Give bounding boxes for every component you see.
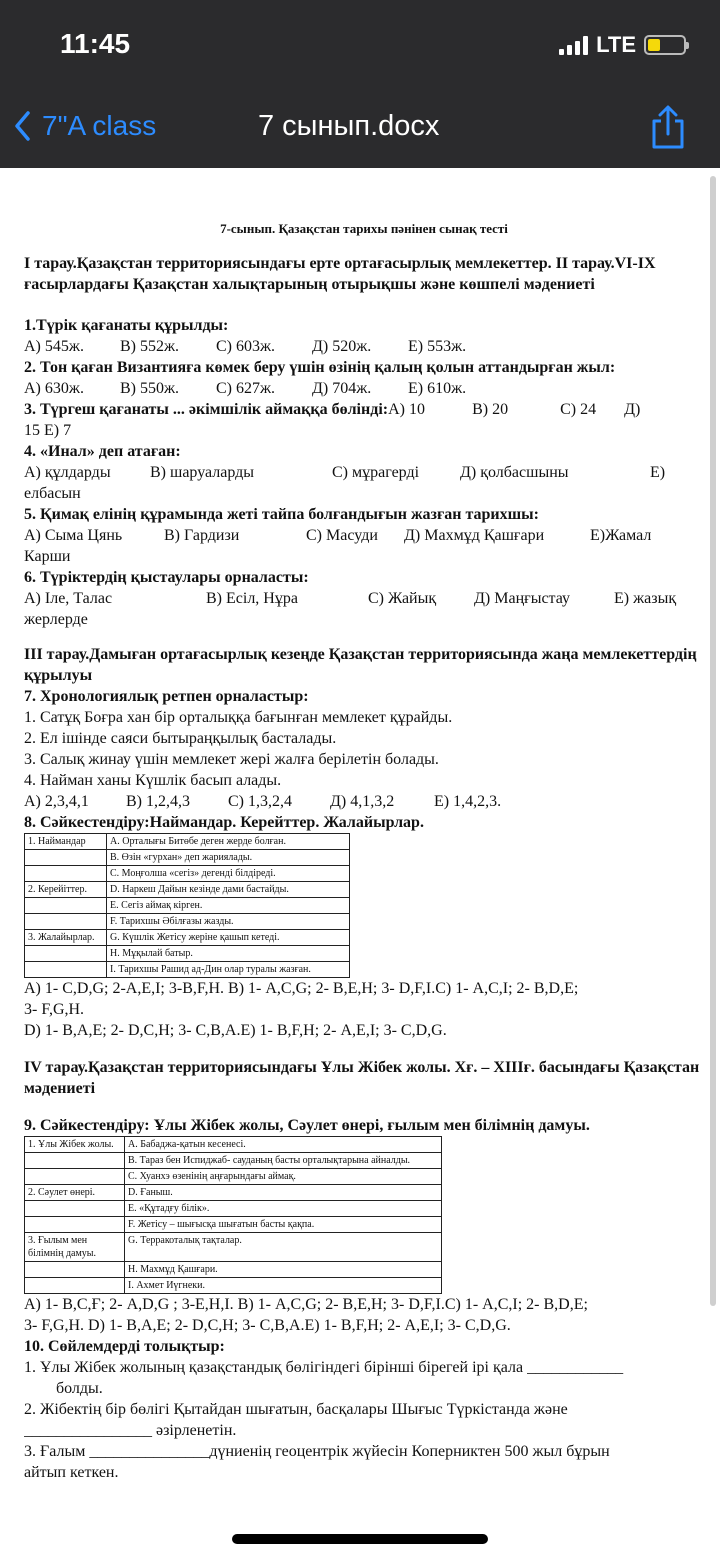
answer: В) 550ж. bbox=[120, 380, 180, 397]
table-cell: 3. Ғылым мен білімнің дамуы. bbox=[25, 1233, 125, 1262]
question-3 bbox=[24, 399, 704, 420]
question-4-cont: елбасын bbox=[24, 485, 81, 502]
table-cell: Н. Мұқылай батыр. bbox=[107, 946, 350, 962]
answer: А) Іле, Талас bbox=[24, 590, 113, 607]
table-cell: G. Күшлік Жетісу жеріне қашып кетеді. bbox=[107, 930, 350, 946]
table-cell: F. Жетісу – шығысқа шығатын басты қақпа. bbox=[125, 1217, 442, 1233]
answer: Е) 553ж. bbox=[408, 338, 467, 355]
answer: С) Жайық bbox=[368, 590, 437, 607]
answer: В) 20 bbox=[472, 401, 509, 418]
answer: Е) 610ж. bbox=[408, 380, 467, 397]
answer: Е) жазық bbox=[614, 590, 677, 607]
table-cell bbox=[25, 1262, 125, 1278]
question-1-answers bbox=[24, 336, 704, 357]
table-cell bbox=[25, 898, 107, 914]
section-3-title: III тарау.Дамыған ортағасырлық кезеңде Қазақстан территориясында жаңа мемлекеттердің құрылуы bbox=[24, 646, 697, 684]
answer: В) Гардизи bbox=[164, 527, 240, 544]
document-title: 7 сынып.docx bbox=[258, 110, 440, 142]
answer: Д) bbox=[624, 401, 641, 418]
table-cell bbox=[25, 946, 107, 962]
question-9-answers-cont: 3- F,G,Н. D) 1- В,А,Е; 2- D,С,Н; 3- С,В,А.Е) 1- В,F,Н; 2- А,Е,I; 3- С,D,G. bbox=[24, 1317, 511, 1334]
share-button[interactable] bbox=[648, 104, 688, 155]
table-cell: G. Терракоталық тақталар. bbox=[125, 1233, 442, 1262]
question-7-item: 2. Ел ішінде саяси бытыраңқылық басталады. bbox=[24, 730, 337, 747]
table-cell bbox=[25, 1153, 125, 1169]
table-cell bbox=[25, 1278, 125, 1294]
table-cell: А. Орталығы Битөбе деген жерде болған. bbox=[107, 834, 350, 850]
table-cell: 2. Керейіттер. bbox=[25, 882, 107, 898]
table-cell bbox=[25, 1217, 125, 1233]
table-cell: I. Тарихшы Рашид ад-Дин олар туралы жазған. bbox=[107, 962, 350, 978]
answer: В) шаруаларды bbox=[150, 464, 255, 481]
question-7-item: 1. Сатұқ Боғра хан бір орталыққа бағынған мемлекет құрайды. bbox=[24, 709, 453, 726]
question-8: 8. Сәйкестендіру:Наймандар. Керейттер. Жалайырлар. bbox=[24, 814, 424, 831]
scrollbar[interactable] bbox=[710, 176, 716, 1306]
answer: С) мұрагерді bbox=[332, 464, 420, 481]
table-cell: 3. Жалайырлар. bbox=[25, 930, 107, 946]
question-1: 1.Түрік қағанаты құрылды: bbox=[24, 317, 229, 334]
table-cell: D. Ғаныш. bbox=[125, 1185, 442, 1201]
answer: Д) қолбасшыны bbox=[460, 464, 569, 481]
question-7-answers bbox=[24, 791, 704, 812]
question-6-cont: жерлерде bbox=[24, 611, 88, 628]
status-indicators bbox=[559, 32, 686, 58]
answer: Е) bbox=[650, 464, 666, 481]
question-10: 10. Сөйлемдерді толықтыр: bbox=[24, 1338, 225, 1355]
table-cell bbox=[25, 1169, 125, 1185]
question-5: 5. Қимақ елінің құрамында жеті тайпа болғандығын жазған тарихшы: bbox=[24, 506, 539, 523]
answer: А) 630ж. bbox=[24, 380, 84, 397]
answer: Д) 704ж. bbox=[312, 380, 372, 397]
share-icon bbox=[648, 104, 688, 150]
back-label: 7"A class bbox=[42, 110, 157, 141]
answer: Д) Махмұд Қашғари bbox=[404, 527, 545, 544]
answer: Д) Маңғыстау bbox=[474, 590, 571, 607]
table-cell: В. Тараз бен Испиджаб- сауданың басты орталықтарына айналды. bbox=[125, 1153, 442, 1169]
table-cell: А. Бабаджа-қатын кесенесі. bbox=[125, 1137, 442, 1153]
question-5-cont: Карши bbox=[24, 548, 71, 565]
question-8-answers-cont: 3- F,G,Н. bbox=[24, 1001, 85, 1018]
table-cell: Н. Махмұд Қашғари. bbox=[125, 1262, 442, 1278]
table-cell: 1. Наймандар bbox=[25, 834, 107, 850]
table-cell: Е. «Құтадғу білік». bbox=[125, 1201, 442, 1217]
question-3-cont: 15 Е) 7 bbox=[24, 422, 72, 439]
answer: Д) 520ж. bbox=[312, 338, 372, 355]
network-label: LTE bbox=[596, 32, 636, 57]
sentence-2: 2. Жібектің бір бөлігі Қытайдан шығатын, басқалары Шығыс Түркістанда және bbox=[24, 1401, 568, 1418]
question-9: 9. Сәйкестендіру: Ұлы Жібек жолы, Сәулет өнері, ғылым мен білімнің дамуы. bbox=[24, 1117, 590, 1134]
question-6: 6. Түріктердің қыстаулары орналасты: bbox=[24, 569, 309, 586]
table-cell: I. Ахмет Иүгнеки. bbox=[125, 1278, 442, 1294]
answer: С) 24 bbox=[560, 401, 597, 418]
question-2: 2. Тон қаған Византияға көмек беру үшін өзінің қалың қолын аттандырған жыл: bbox=[24, 359, 616, 376]
answer: В) Есіл, Нұра bbox=[206, 590, 298, 607]
answer: А) Сыма Цянь bbox=[24, 527, 123, 544]
question-4: 4. «Инал» деп атаған: bbox=[24, 443, 181, 460]
section-4-title: IV тарау.Қазақстан территориясындағы Ұлы Жібек жолы. Хғ. – XIIIғ. басындағы Қазақстан мәдениеті bbox=[24, 1059, 700, 1097]
answer: Е) 1,4,2,3. bbox=[434, 793, 502, 810]
question-2-answers bbox=[24, 378, 704, 399]
question-7: 7. Хронологиялық ретпен орналастыр: bbox=[24, 688, 309, 705]
table-cell: 2. Сәулет өнері. bbox=[25, 1185, 125, 1201]
answer: А) құлдарды bbox=[24, 464, 111, 481]
sentence-1-cont: болды. bbox=[56, 1380, 103, 1397]
status-time: 11:45 bbox=[60, 28, 131, 59]
table-cell: С. Моңғолша «сегіз» дегенді білдіреді. bbox=[107, 866, 350, 882]
document-content bbox=[24, 168, 704, 1560]
table-cell: В. Өзін «гурхан» деп жариялады. bbox=[107, 850, 350, 866]
sentence-3-cont: айтып кеткен. bbox=[24, 1464, 119, 1481]
table-cell: С. Хуанхэ өзенінің аңғарындағы аймақ. bbox=[125, 1169, 442, 1185]
question-5-answers bbox=[24, 525, 704, 546]
table-cell bbox=[25, 850, 107, 866]
answer: В) 1,2,4,3 bbox=[126, 793, 190, 810]
sentence-1: 1. Ұлы Жібек жолының қазақстандық бөлігіндегі бірінші бірегей ірі қала ____________ bbox=[24, 1359, 624, 1376]
matching-table-8 bbox=[24, 833, 350, 978]
table-cell: D. Наркеш Дайын кезінде дами бастайды. bbox=[107, 882, 350, 898]
table-cell: F. Тарихшы Әбілғазы жазды. bbox=[107, 914, 350, 930]
answer: Д) 4,1,3,2 bbox=[330, 793, 395, 810]
answer: С) 627ж. bbox=[216, 380, 276, 397]
table-cell bbox=[25, 962, 107, 978]
question-8-answers-2: D) 1- В,А,Е; 2- D,С,Н; 3- С,В,А.Е) 1- В,F,Н; 2- А,Е,I; 3- С,D,G. bbox=[24, 1022, 447, 1039]
answer: С) Масуди bbox=[306, 527, 378, 544]
answer: С) 603ж. bbox=[216, 338, 276, 355]
table-cell bbox=[25, 1201, 125, 1217]
answer: В) 552ж. bbox=[120, 338, 180, 355]
question-9-answers: А) 1- В,С,Ғ; 2- А,D,G ; 3-Е,Н,I. В) 1- А,С,G; 2- В,Е,Н; 3- D,F,I.С) 1- А,С,I; 2- В,D,Е; bbox=[24, 1296, 588, 1313]
question-6-answers bbox=[24, 588, 704, 609]
question-7-item: 4. Найман ханы Күшлік басып алады. bbox=[24, 772, 282, 789]
question-3-text: 3. Түргеш қағанаты ... әкімшілік аймаққа бөлінді: bbox=[24, 401, 389, 418]
answer: С) 1,3,2,4 bbox=[228, 793, 292, 810]
sentence-3: 3. Ғалым _______________дүниенің геоцентрік жүйесін Коперниктен 500 жыл бұрын bbox=[24, 1443, 610, 1460]
back-button[interactable] bbox=[14, 110, 156, 142]
chevron-left-icon bbox=[14, 111, 30, 141]
top-bar bbox=[0, 0, 720, 168]
table-cell bbox=[25, 866, 107, 882]
home-indicator[interactable] bbox=[232, 1534, 488, 1544]
doc-heading: 7-сынып. Қазақстан тарихы пәнінен сынақ тесті bbox=[220, 221, 508, 236]
sentence-2-cont: ________________ әзірленетін. bbox=[24, 1422, 237, 1439]
table-cell: Е. Сегіз аймақ кірген. bbox=[107, 898, 350, 914]
answer: А) 2,3,4,1 bbox=[24, 793, 89, 810]
question-8-answers: А) 1- С,D,G; 2-А,Е,I; 3-В,F,Н. В) 1- А,С,G; 2- В,Е,Н; 3- D,F,I.С) 1- А,С,I; 2- В,D,Е; bbox=[24, 980, 579, 997]
table-cell bbox=[25, 914, 107, 930]
matching-table-9 bbox=[24, 1136, 442, 1294]
signal-icon bbox=[559, 35, 588, 55]
answer: А) 545ж. bbox=[24, 338, 84, 355]
answer: А) 10 bbox=[388, 401, 425, 418]
answer: Е)Жамал bbox=[590, 527, 652, 544]
question-4-answers bbox=[24, 462, 704, 483]
battery-icon bbox=[644, 35, 686, 55]
table-cell: 1. Ұлы Жібек жолы. bbox=[25, 1137, 125, 1153]
question-7-item: 3. Салық жинау үшін мемлекет жері жалға берілетін болады. bbox=[24, 751, 439, 768]
section-1-title: I тарау.Қазақстан территориясындағы ерте ортағасырлық мемлекеттер. II тарау.VI-IX ғасырлардағы Қазақстан халықтарының отырықшы және көшпелі мәдениеті bbox=[24, 255, 656, 293]
